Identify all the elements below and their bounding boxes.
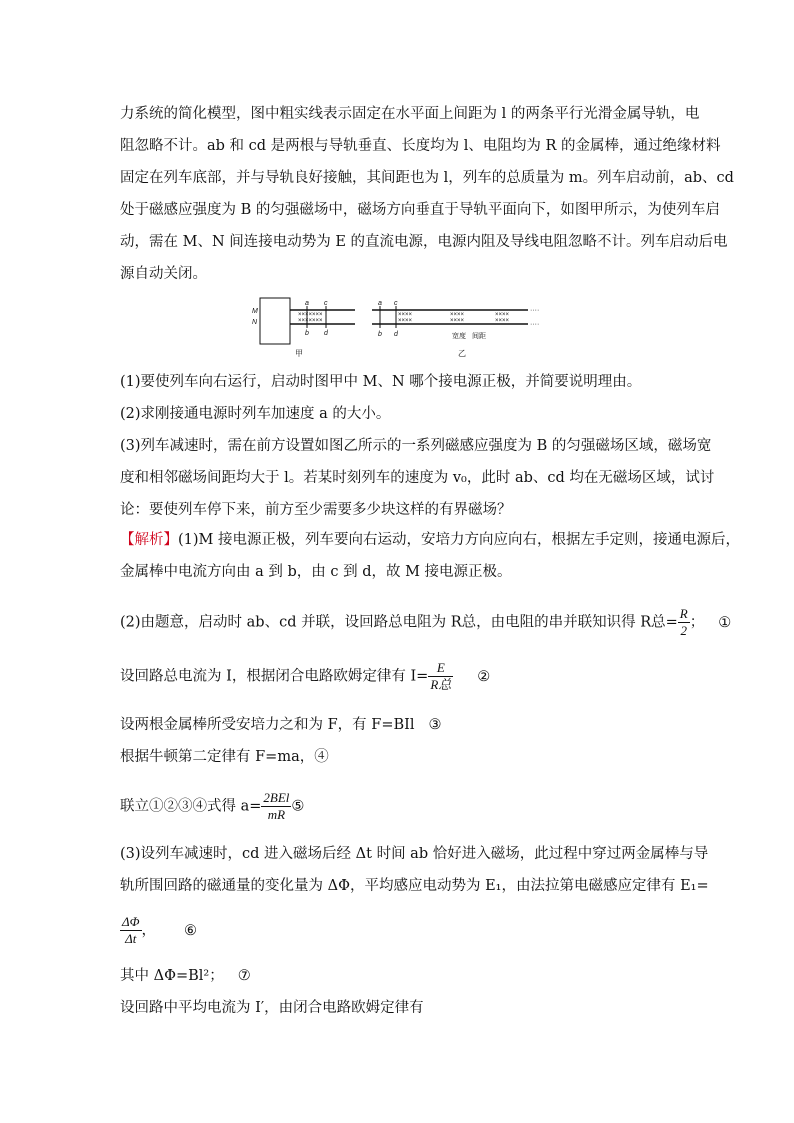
gap-label: 间距 xyxy=(472,333,486,340)
dots-top: ···· xyxy=(530,307,540,314)
eq6-den: Δt xyxy=(120,930,142,947)
mark-7: ⑦ xyxy=(237,968,251,984)
solution-tag: 【解析】 xyxy=(120,532,178,548)
eq6-tail: ， xyxy=(141,922,157,939)
label-b-jia: b xyxy=(305,330,309,337)
question-3-line-2: 度和相邻磁场间距均大于 l。若某时刻列车的速度为 v₀，此时 ab、cd 均在无磁场区域，试讨 xyxy=(120,470,715,486)
question-2: (2)求刚接通电源时列车加速度 a 的大小。 xyxy=(120,406,391,422)
eq6-fraction xyxy=(120,914,142,947)
eq2-den: R总 xyxy=(430,677,452,692)
eq2-num: E xyxy=(436,660,445,675)
mark-3: ③ xyxy=(428,717,442,733)
dots-bottom: ···· xyxy=(530,321,540,328)
solution-eq-6 xyxy=(120,914,197,947)
question-1: (1)要使列车向右运行，启动时图甲中 M、N 哪个接电源正极，并简要说明理由。 xyxy=(120,374,642,390)
eq1-text: (2)由题意，启动时 ab、cd 并联，设回路总电阻为 R总，由电阻的串并联知识得 R总= xyxy=(120,614,678,631)
mark-6: ⑥ xyxy=(184,922,198,939)
intro-line-4: 处于磁感应强度为 B 的匀强磁场中，磁场方向垂直于导轨平面向下，如图甲所示，为使列车启 xyxy=(120,202,720,218)
label-d-yi: d xyxy=(394,331,398,338)
label-c-jia: c xyxy=(324,300,328,307)
solution-eq-7 xyxy=(120,966,251,986)
solution-1-text: (1)M 接电源正极，列车要向右运动，安培力方向应向右，根据左手定则，接通电源后， xyxy=(178,532,740,548)
label-a-jia: a xyxy=(305,300,309,307)
svg-text:×××××××: ××××××× xyxy=(298,312,323,318)
eq7-text: 其中 ΔΦ=Bl²； xyxy=(120,968,224,984)
svg-text:××××: ×××× xyxy=(450,312,465,318)
mark-2: ② xyxy=(477,668,491,685)
label-d-jia: d xyxy=(324,330,328,337)
figure-yi xyxy=(372,300,539,358)
solution-eq-4: 根据牛顿第二定律有 F=ma，④ xyxy=(120,749,329,765)
solution-eq-2 xyxy=(120,660,490,693)
intro-line-3: 固定在列车底部，并与导轨良好接触，其间距也为 l，列车的总质量为 m。列车启动前，ab、cd xyxy=(120,170,734,186)
circuit-figure xyxy=(250,294,550,362)
eq1-tail: ； xyxy=(689,614,705,631)
label-c-yi: c xyxy=(394,300,398,307)
eq5-text: 联立①②③④式得 a= xyxy=(120,798,262,815)
intro-line-2: 阻忽略不计。ab 和 cd 是两根与导轨垂直、长度均为 l、电阻均为 R 的金属棒，通过绝缘材料 xyxy=(120,138,721,154)
intro-line-5: 动，需在 M、N 间连接电动势为 E 的直流电源，电源内阻及导线电阻忽略不计。列车启动后电 xyxy=(120,234,728,250)
solution-part-1-line-2: 金属棒中电流方向由 a 到 b，由 c 到 d，故 M 接电源正极。 xyxy=(120,564,512,580)
width-label: 宽度 xyxy=(452,333,466,340)
svg-text:××××: ×××× xyxy=(450,318,465,324)
solution-eq-1 xyxy=(120,606,731,639)
solution-eq-8: 设回路中平均电流为 I′，由闭合电路欧姆定律有 xyxy=(120,1000,424,1016)
caption-yi: 乙 xyxy=(458,349,466,358)
svg-text:××××: ×××× xyxy=(495,312,510,318)
mark-5: ⑤ xyxy=(291,798,305,815)
eq5-num: 2BEl xyxy=(263,790,290,805)
eq1-num: R xyxy=(679,606,688,621)
mark-1: ① xyxy=(718,614,732,631)
label-b-yi: b xyxy=(378,331,382,338)
svg-text:××××: ×××× xyxy=(495,318,510,324)
eq6-num: ΔΦ xyxy=(122,914,140,929)
svg-text:××××: ×××× xyxy=(398,318,413,324)
figure-jia xyxy=(252,298,355,358)
solution-part-3-line-1: (3)设列车减速时，cd 进入磁场后经 Δt 时间 ab 恰好进入磁场，此过程中穿过两金属棒与导 xyxy=(120,846,709,862)
solution-part-3-line-2: 轨所围回路的磁通量的变化量为 ΔΦ，平均感应电动势为 E₁，由法拉第电磁感应定律有 E₁= xyxy=(120,878,709,894)
eq2-text: 设回路总电流为 I，根据闭合电路欧姆定律有 I= xyxy=(120,668,429,685)
eq1-fraction xyxy=(678,606,690,639)
caption-jia: 甲 xyxy=(295,349,303,358)
solution-eq-3 xyxy=(120,715,442,735)
label-m: M xyxy=(252,308,258,315)
svg-text:×××××××: ××××××× xyxy=(298,318,323,324)
eq5-fraction xyxy=(261,790,291,823)
eq2-fraction xyxy=(428,660,453,693)
svg-text:××××: ×××× xyxy=(398,312,413,318)
question-3-line-3: 论：要使列车停下来，前方至少需要多少块这样的有界磁场？ xyxy=(120,502,512,518)
solution-part-1-line-1 xyxy=(120,530,740,550)
eq1-den: 2 xyxy=(678,622,690,639)
label-n: N xyxy=(252,319,258,326)
label-a-yi: a xyxy=(378,300,382,307)
eq3-text: 设两根金属棒所受安培力之和为 F，有 F=BIl xyxy=(120,717,415,733)
intro-line-6: 源自动关闭。 xyxy=(120,266,207,282)
solution-eq-5 xyxy=(120,790,304,823)
intro-line-1: 力系统的简化模型，图中粗实线表示固定在水平面上间距为 l 的两条平行光滑金属导轨，电 xyxy=(120,106,700,122)
eq5-den: mR xyxy=(261,806,291,823)
question-3-line-1: (3)列车减速时，需在前方设置如图乙所示的一系列磁感应强度为 B 的匀强磁场区域，磁场宽 xyxy=(120,438,712,454)
